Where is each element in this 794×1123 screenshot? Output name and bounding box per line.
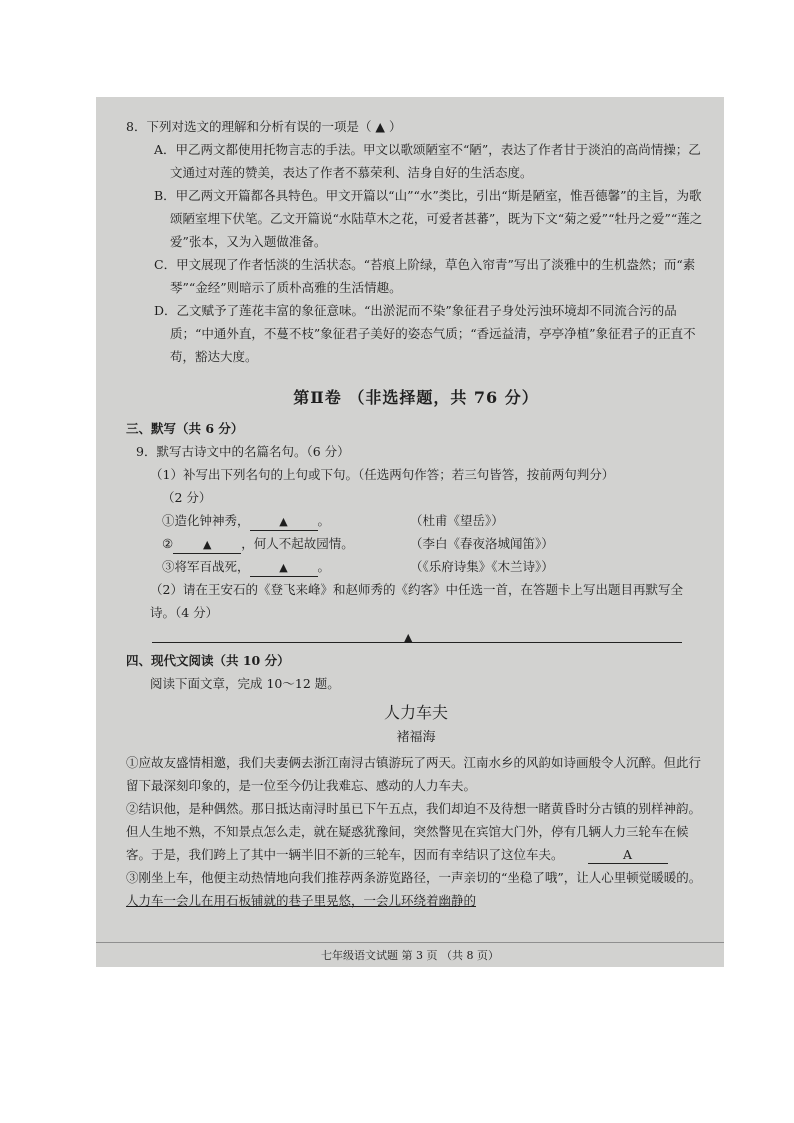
question-8-option-a: A．甲乙两文都使用托物言志的手法。甲文以歌颂陋室不“陋”，表达了作者甘于淡泊的高尚情操；乙文通过对莲的赞美，表达了作者不慕荣利、洁身自好的生活态度。 xyxy=(154,142,701,180)
question-9-sub2: （2）请在王安石的《登飞来峰》和赵师秀的《约客》中任选一首，在答题卡上写出题目再默写全诗。（4 分） xyxy=(150,582,683,620)
fill-item-pre: ③将军百战死， xyxy=(162,559,250,574)
question-8-stem: 8．下列对选文的理解和分析有误的一项是（ ▲ ） xyxy=(126,119,402,134)
article-paragraph-2 xyxy=(126,797,706,866)
exam-page xyxy=(96,97,724,967)
fill-item-source: （《乐府诗集》《木兰诗》） xyxy=(410,559,554,574)
fill-item-2 xyxy=(126,532,706,555)
article-author: 褚福海 xyxy=(396,730,436,745)
triangle-icon: ▲ xyxy=(404,631,413,644)
article-paragraph-3 xyxy=(126,866,706,912)
fill-item-pre: ①造化钟神秀， xyxy=(162,513,250,528)
fill-item-source: （李白《春夜洛城闻笛》） xyxy=(410,536,554,551)
fill-item-3 xyxy=(126,555,706,578)
question-9-sub1-score: （2 分） xyxy=(162,490,212,505)
part-4-heading: 四、现代文阅读（共 10 分） xyxy=(126,653,290,668)
paragraph-2-text: ②结识他，是种偶然。那日抵达南浔时虽已下午五点，我们却迫不及待想一睹黄昏时分古镇的别样神韵。但人生地不熟，不知景点怎么走，就在疑惑犹豫间，突然瞥见在宾馆大门外，停有几辆人力三轮车在候客。于是，我们跨上了其中一辆半旧不新的三轮车，因而有幸结识了这位车夫。 xyxy=(126,801,702,862)
answer-blank[interactable] xyxy=(250,560,318,577)
part-3-heading: 三、默写（共 6 分） xyxy=(126,421,244,436)
article-paragraph-1: ①应故友盛情相邀，我们夫妻俩去浙江南浔古镇游玩了两天。江南水乡的风韵如诗画般令人沉醉。但此行留下最深刻印象的，是一位至今仍让我难忘、感动的人力车夫。 xyxy=(126,755,702,793)
question-8-option-b: B．甲乙两文开篇都各具特色。甲文开篇以“山”“水”类比，引出“斯是陋室，惟吾德馨”的主旨，为歌颂陋室埋下伏笔。乙文开篇说“水陆草木之花，可爱者甚蕃”，既为下文“菊之爱”“牡丹之爱”“莲之爱”张本，又为入题做准备。 xyxy=(154,188,703,249)
triangle-icon: ▲ xyxy=(279,561,288,574)
page-footer: 七年级语文试题 第 3 页 （共 8 页） xyxy=(321,949,499,962)
question-8-option-d: D．乙文赋予了莲花丰富的象征意味。“出淤泥而不染”象征君子身处污浊环境却不同流合污的品质；“中通外直，不蔓不枝”象征君子美好的姿态气质；“香远益清，亭亭净植”象征君子的正直不苟，豁达大度。 xyxy=(154,303,696,364)
question-9-stem: 9．默写古诗文中的名篇名句。（6 分） xyxy=(136,444,350,459)
section-2-title: 第Ⅱ卷 （非选择题，共 76 分） xyxy=(293,388,539,407)
fill-item-pre: ② xyxy=(162,536,174,551)
reading-intro: 阅读下面文章，完成 10～12 题。 xyxy=(150,676,340,691)
triangle-icon: ▲ xyxy=(202,538,212,551)
long-answer-line[interactable] xyxy=(152,628,682,643)
article-title: 人力车夫 xyxy=(383,703,448,722)
fill-item-1 xyxy=(126,509,706,532)
fill-item-source: （杜甫《望岳》） xyxy=(410,513,504,528)
page-content xyxy=(126,115,706,912)
question-9-sub1: （1）补写出下列名句的上句或下句。（任选两句作答；若三句皆答，按前两句判分） xyxy=(150,467,615,482)
answer-blank[interactable] xyxy=(250,514,318,531)
fill-item-post: 。 xyxy=(317,559,331,574)
triangle-icon: ▲ xyxy=(279,515,288,528)
fill-item-post: ，何人不起故园情。 xyxy=(241,536,354,551)
underlined-sentence: 人力车一会儿在用石板铺就的巷子里晃悠，一会儿环绕着幽静的 xyxy=(126,893,477,908)
answer-blank[interactable] xyxy=(173,537,241,554)
fill-item-post: 。 xyxy=(317,513,331,528)
paragraph-3-text: ③刚坐上车，他便主动热情地向我们推荐两条游览路径，一声亲切的“坐稳了哦”，让人心里顿觉暖暖的。 xyxy=(126,870,702,885)
question-8-option-c: C．甲文展现了作者恬淡的生活状态。“苔痕上阶绿，草色入帘青”写出了淡雅中的生机盎然；而“素琴”“金经”则暗示了质朴高雅的生活情趣。 xyxy=(154,257,696,295)
blank-a[interactable]: A xyxy=(588,847,668,864)
